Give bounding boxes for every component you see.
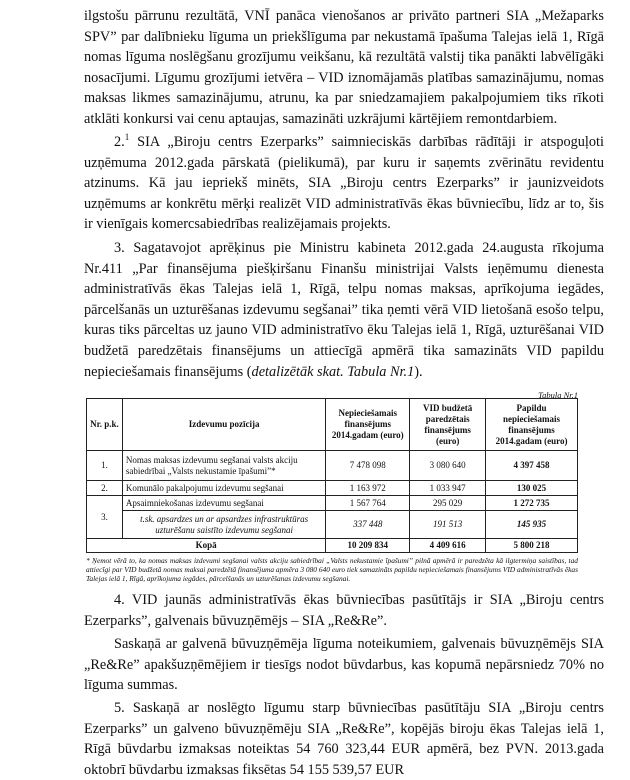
cell-extra: 1 272 735 <box>486 496 578 511</box>
paragraph-continuation: ilgstošu pārrunu rezultātā, VNĪ panāca vienošanos ar privāto partneri SIA „Mežaparks SPV” par dalībnieku līguma un priekšlīguma par nekustamā īpašuma Talejas ielā 1, Rīgā nomas līguma noslēgšanu grozījumu veikšanu, kā rezultātā valstij tika panākti labvēlīgāki nosacījumi. Līgumu grozījumi ietvēra – VID iznomājamās platības samazinājumu, nomas maksas likmes samazinājumu, atrunu, ka par sniedzamajiem pakalpojumiem tiks rīkoti atklāti konkursi vai cenu aptaujas, samazināti uzkrājumi kārtējiem remontdarbiem. <box>84 8 604 127</box>
header-item: Izdevumu pozīcija <box>122 399 325 451</box>
cell-item: Apsaimniekošanas izdevumu segšanai <box>122 496 325 511</box>
table-row <box>87 481 578 496</box>
cell-needed: 1 567 764 <box>326 496 410 511</box>
cell-vid: 295 029 <box>410 496 486 511</box>
header-nr: Nr. p.k. <box>87 399 123 451</box>
table-footnote: * Ņemot vērā to, ka nomas maksas izdevumi segšanai valsts akciju sabiedrībai „Valsts nekustamie īpašumi” pilnā apmērā ir paredzēta kā ilgtermiņa saistības, tad attiecīgi par VID budžetā nomas maksai paredzētā finansējuma apmēra 3 080 640 euro tiek samazināts papildu nepieciešamais finansējums VID administratīvās ēkas Talejas ielā 1, Rīgā, aprīkojuma iegādes, pārcelšanās un uzturēšanas izdevumu segšanai. <box>86 556 578 583</box>
total-extra: 5 800 218 <box>486 539 578 553</box>
cell-extra: 4 397 458 <box>486 451 578 481</box>
cell-vid: 1 033 947 <box>410 481 486 496</box>
paragraph-5: 5. Saskaņā ar noslēgto līgumu starp būvniecības pasūtītāju SIA „Biroju centrs Ezerparks” un galveno būvuzņēmēju SIA „Re&Re”, kopējās biroju ēkas Talejas ielā 1, Rīgā būvdarbu izmaksas noteiktas 54 760 323,44 EUR apmērā, bez PVN. 2013.gada oktobrī būvdarbu izmaksas fiksētas 54 155 539,57 EUR <box>84 700 604 778</box>
cell-nr: 1. <box>87 451 123 481</box>
cell-needed: 1 163 972 <box>326 481 410 496</box>
paragraph-2-1-superscript: 1 <box>124 132 130 143</box>
cell-needed: 337 448 <box>326 511 410 539</box>
expenses-table <box>86 398 578 553</box>
cell-vid: 191 513 <box>410 511 486 539</box>
table-caption: Tabula Nr.1 <box>538 390 578 400</box>
cell-extra: 130 025 <box>486 481 578 496</box>
table-total-row <box>87 539 578 553</box>
cell-needed: 7 478 098 <box>326 451 410 481</box>
cell-vid: 3 080 640 <box>410 451 486 481</box>
cell-item: t.sk. apsardzes un ar apsardzes infrastruktūras uzturēšanu saistīto izdevumu segšanai <box>122 511 325 539</box>
header-vid: VID budžetā paredzētais finansējums (euro) <box>410 399 486 451</box>
paragraph-3-table-reference: detalizētāk skat. Tabula Nr.1 <box>251 363 415 380</box>
paragraph-3 <box>84 238 604 382</box>
table-row-subitem <box>87 511 578 539</box>
total-label: Kopā <box>87 539 326 553</box>
cell-nr: 2. <box>87 481 123 496</box>
paragraph-2-1-text: SIA „Biroju centrs Ezerparks” saimnieciskās darbības rādītāji ir atspoguļoti uzņēmuma 2012.gada pārskatā (pielikumā), par kuru ir saņemts zvērinātu revidentu atzinums. Kā jau iepriekš minēts, SIA „Biroju centrs Ezerparks” ir jaunizveidots uzņēmums ar konkrētu mērķi realizēt VID administratīvās ēkas būvniecību, līdz ar to, šis ir vienīgais komercsabiedrības realizējamais projekts. <box>84 134 604 233</box>
cell-item: Nomas maksas izdevumu segšanai valsts akciju sabiedrībai „Valsts nekustamie īpašumi”* <box>122 451 325 481</box>
cell-nr: 3. <box>87 496 123 539</box>
table-row <box>87 496 578 511</box>
table-row <box>87 451 578 481</box>
paragraph-4: 4. VID jaunās administratīvās ēkas būvniecības pasūtītājs ir SIA „Biroju centrs Ezerparks”, galvenais būvuzņēmējs – SIA „Re&Re”. <box>84 592 604 629</box>
table-header-row <box>87 399 578 451</box>
paragraph-3-text: 3. Sagatavojot aprēķinus pie Ministru kabineta 2012.gada 24.augusta rīkojuma Nr.411 „Par finansējuma piešķiršanu Finanšu ministrijai Valsts ieņēmumu dienesta administratīvās ēkas Talejas ielā 1, Rīgā, telpu nomas maksas, aprīkojuma iegādes, pārcelšanās un uzturēšanas izdevumu segšanai” tika ņemti vērā VID lietošanā esošo telpu, kuras tiks pārceltas uz jauno VID administratīvo ēku Talejas ielā 1, Rīgā, uzturēšanai VID budžetā paredzētais finansējums un attiecīgā apmērā tika samazināts VID papildu nepieciešamais finansējums ( <box>84 240 604 380</box>
paragraph-contractor: Saskaņā ar galvenā būvuzņēmēja līguma noteikumiem, galvenais būvuzņēmējs SIA „Re&Re” apakšuzņēmējiem ir tiesīgs nodot būvdarbus, kas kopumā nepārsniedz 70% no līguma summas. <box>84 636 604 694</box>
cell-extra: 145 935 <box>486 511 578 539</box>
header-extra: Papildu nepieciešamais finansējums 2014.gadam (euro) <box>486 399 578 451</box>
cell-item: Komunālo pakalpojumu izdevumu segšanai <box>122 481 325 496</box>
total-needed: 10 209 834 <box>326 539 410 553</box>
header-needed: Nepieciešamais finansējums 2014.gadam (euro) <box>326 399 410 451</box>
total-vid: 4 409 616 <box>410 539 486 553</box>
paragraph-2-1 <box>84 132 604 235</box>
paragraph-2-1-number: 2. <box>114 134 125 150</box>
paragraph-3-end: ). <box>414 363 423 380</box>
